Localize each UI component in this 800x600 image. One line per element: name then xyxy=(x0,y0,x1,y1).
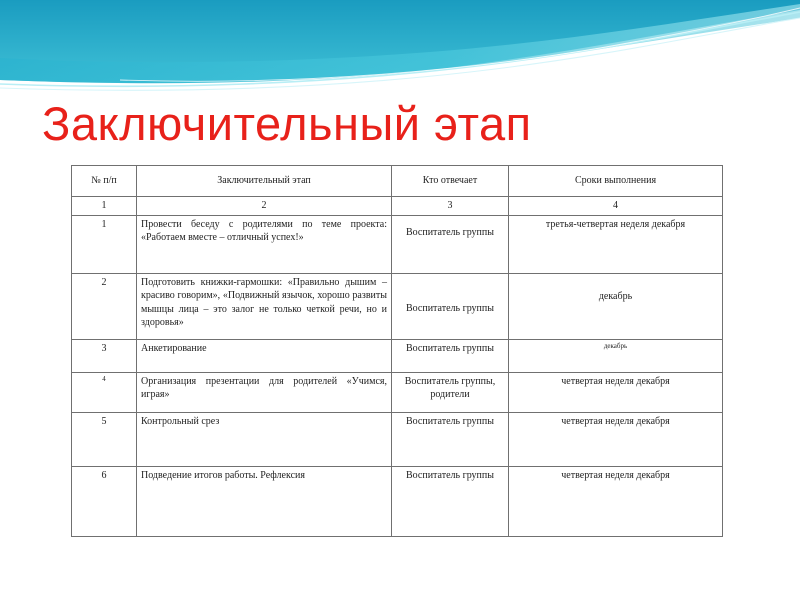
column-index: 1 xyxy=(72,197,137,216)
row-stage: Анкетирование xyxy=(137,339,392,372)
row-responsible: Воспитатель группы xyxy=(392,215,509,273)
table-header-row xyxy=(72,166,723,197)
row-stage: Подведение итогов работы. Рефлексия xyxy=(137,466,392,536)
slide-title: Заключительный этап xyxy=(42,97,532,150)
header-number: № п/п xyxy=(72,166,137,197)
row-stage: Контрольный срез xyxy=(137,412,392,466)
header-deadline: Сроки выполнения xyxy=(509,166,723,197)
column-index-row xyxy=(72,197,723,216)
row-stage: Подготовить книжки-гармошки: «Правильно дышим – красиво говорим», «Подвижный язычок, хорошо развиты мышцы лица – это залог не только четкой речи, но и здоровья» xyxy=(137,273,392,339)
row-number: 4 xyxy=(72,372,137,412)
column-index: 3 xyxy=(392,197,509,216)
row-responsible: Воспитатель группы xyxy=(392,466,509,536)
wave-header-decoration xyxy=(0,0,800,95)
row-responsible: Воспитатель группы xyxy=(392,412,509,466)
row-stage: Провести беседу с родителями по теме проекта: «Работаем вместе – отличный успех!» xyxy=(137,215,392,273)
table-row xyxy=(72,372,723,412)
column-index: 2 xyxy=(137,197,392,216)
table-row xyxy=(72,339,723,372)
row-responsible: Воспитатель группы xyxy=(392,273,509,339)
row-deadline: четвертая неделя декабря xyxy=(509,466,723,536)
row-number: 2 xyxy=(72,273,137,339)
row-deadline: декабрь xyxy=(509,339,723,372)
row-number: 6 xyxy=(72,466,137,536)
row-responsible: Воспитатель группы xyxy=(392,339,509,372)
header-stage: Заключительный этап xyxy=(137,166,392,197)
row-deadline: третья-четвертая неделя декабря xyxy=(509,215,723,273)
header-responsible: Кто отвечает xyxy=(392,166,509,197)
column-index: 4 xyxy=(509,197,723,216)
row-deadline: четвертая неделя декабря xyxy=(509,412,723,466)
row-deadline: декабрь xyxy=(509,273,723,339)
table-row xyxy=(72,273,723,339)
row-number: 1 xyxy=(72,215,137,273)
row-responsible: Воспитатель группы, родители xyxy=(392,372,509,412)
row-deadline: четвертая неделя декабря xyxy=(509,372,723,412)
plan-table xyxy=(71,165,723,537)
row-stage: Организация презентации для родителей «Учимся, играя» xyxy=(137,372,392,412)
table-row xyxy=(72,215,723,273)
row-number: 5 xyxy=(72,412,137,466)
table-row xyxy=(72,466,723,536)
table-row xyxy=(72,412,723,466)
row-number: 3 xyxy=(72,339,137,372)
